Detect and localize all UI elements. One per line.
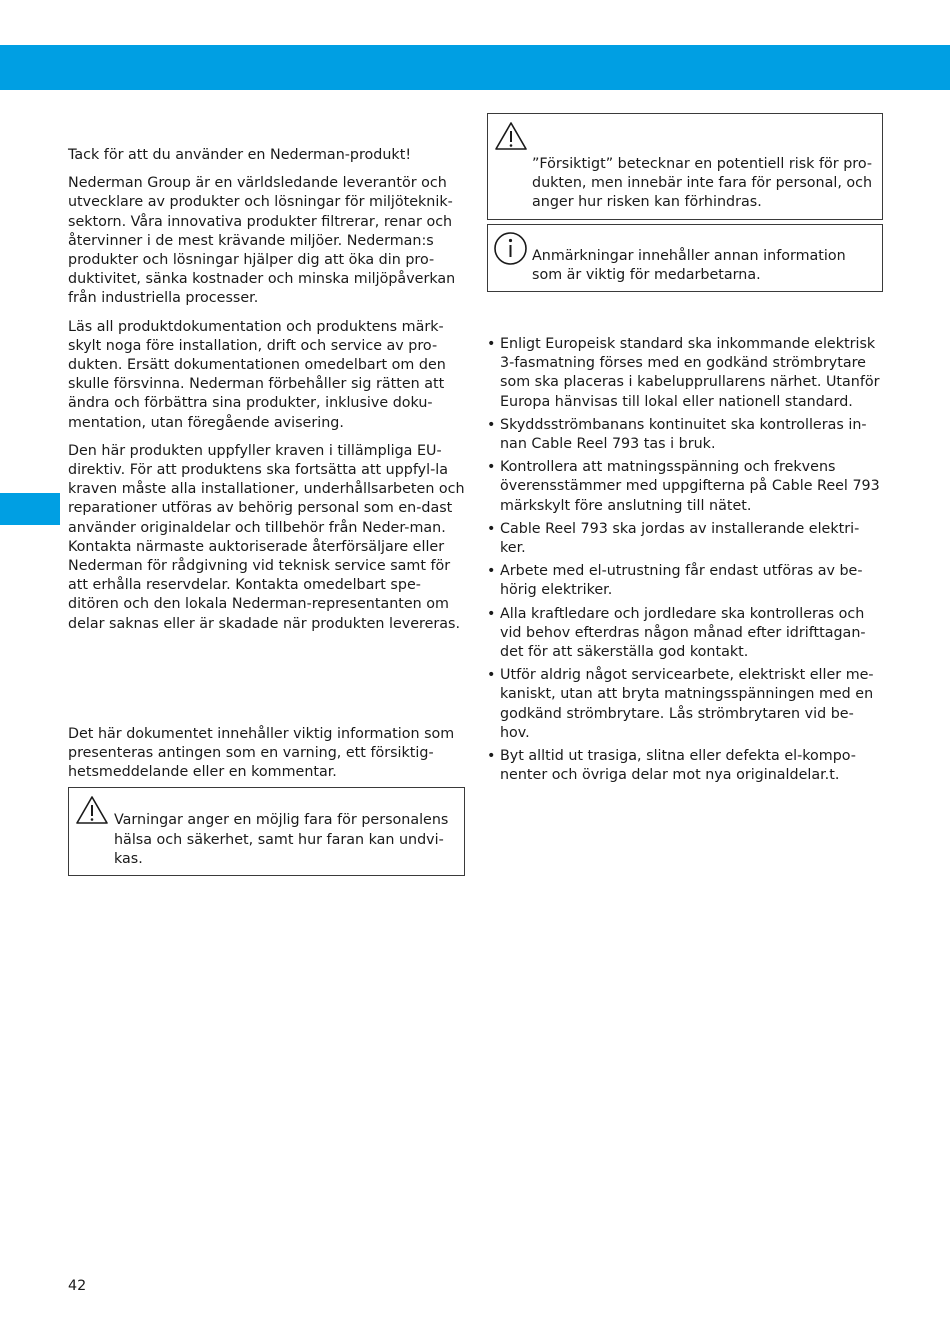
list-item (487, 335, 883, 412)
safety-list (487, 335, 883, 785)
note-text: Anmärkningar innehåller annan information som är viktig för medarbetarna. (532, 247, 846, 283)
bullet-marker: • (487, 416, 496, 433)
bullet-marker: • (487, 667, 496, 684)
section-spacer (68, 643, 466, 725)
caution-text: ”Försiktigt” betecknar en potentiell risk för pro-dukten, men innebär inte fara för personal, och anger hur risken kan förhindras. (532, 156, 873, 211)
list-item (487, 562, 883, 600)
list-item (487, 666, 883, 743)
bullet-marker: • (487, 563, 496, 580)
intro-paragraph: Läs all produktdokumentation och produktens märk-skylt noga före installation, drift och service av pro-dukten. Ersätt dokumentationen omedelbart om den skulle försvinna. Nederman förbehåller sig rätten att ändra och förbättra sina produkter, inklusive doku-mentation, utan föregående avisering. (68, 318, 446, 431)
list-item-text: Skyddsströmbanans kontinuitet ska kontrolleras in-nan Cable Reel 793 tas i bruk. (500, 416, 867, 453)
list-item-text: Arbete med el-utrustning får endast utföras av be-hörig elektriker. (500, 563, 863, 599)
list-item (487, 416, 883, 454)
warning-box (68, 787, 465, 876)
bullet-marker: • (487, 605, 496, 622)
warning-text: Varningar anger en möjlig fara för personalens hälsa och säkerhet, samt hur faran kan undvi-kas. (114, 812, 449, 867)
list-item-text: Cable Reel 793 ska jordas av installerande elektri-ker. (500, 520, 860, 557)
list-item-text: Alla kraftledare och jordledare ska kontrolleras och vid behov efterdras någon månad efter idrifttagan-det för att säkerställa god kontakt. (500, 605, 866, 661)
bullet-marker: • (487, 748, 496, 765)
warning-triangle-icon (75, 795, 109, 825)
intro-paragraph: Nederman Group är en världsledande leverantör och utvecklare av produkter och lösningar för miljöteknik-sektorn. Våra innovativa produkter filtrerar, renar och återvinner i de mest krävande miljöer. Nederman:s produkter och lösningar hjälper dig att öka din pro-duktivitet, sänka kostnader och minska miljöpåverkan från industriella processer. (68, 175, 456, 307)
list-item (487, 605, 883, 663)
info-icon (493, 231, 528, 266)
warning-triangle-icon (494, 121, 528, 151)
intro-paragraph: Tack för att du använder en Nederman-produkt! (68, 147, 412, 163)
bullet-marker: • (487, 520, 496, 537)
section-tab-marker (0, 493, 60, 525)
note-box (487, 224, 883, 292)
header-band (0, 45, 950, 90)
list-item (487, 458, 883, 516)
right-column (487, 113, 883, 789)
list-item-text: Kontrollera att matningsspänning och frekvens överensstämmer med uppgifterna på Cable Reel 793 märkskylt före anslutning till nätet. (500, 459, 880, 514)
list-item-text: Enligt Europeisk standard ska inkommande elektrisk 3-fasmatning förses med en godkänd strömbrytare som ska placeras i kabelupprullarens närhet. Utanför Europa hänvisas till lokal eller nationell standard. (500, 336, 880, 410)
list-item-text: Byt alltid ut trasiga, slitna eller defekta el-kompo-nenter och övriga delar mot nya originaldelar.t. (500, 748, 856, 784)
list-item-text: Utför aldrig något servicearbete, elektriskt eller me-kaniskt, utan att bryta matningsspänningen med en godkänd strömbrytare. Lås strömbrytaren vid be-hov. (500, 667, 874, 741)
bullet-marker: • (487, 336, 496, 353)
caution-box (487, 113, 883, 220)
page-number: 42 (68, 1278, 87, 1294)
intro-paragraph: Den här produkten uppfyller kraven i tillämpliga EU-direktiv. För att produktens ska fortsätta att uppfyl-la kraven måste alla installationer, underhållsarbeten och reparationer utföras av behörig personal som en-dast använder originaldelar och tillbehör från Neder-man. Kontakta närmaste auktoriserade återförsäljare eller Nederman för rådgivning vid teknisk service samt för att erhålla reservdelar. Kontakta omedelbart spe-ditören och den lokala Nederman-representanten om delar saknas eller är skadade när produkten levereras. (68, 442, 465, 632)
list-item (487, 520, 883, 558)
left-column (68, 146, 466, 876)
list-item (487, 747, 883, 785)
notices-intro-paragraph: Det här dokumentet innehåller viktig information som presenteras antingen som en varning, ett försiktig-hetsmeddelande eller en kommentar. (68, 725, 455, 781)
bullet-marker: • (487, 459, 496, 476)
